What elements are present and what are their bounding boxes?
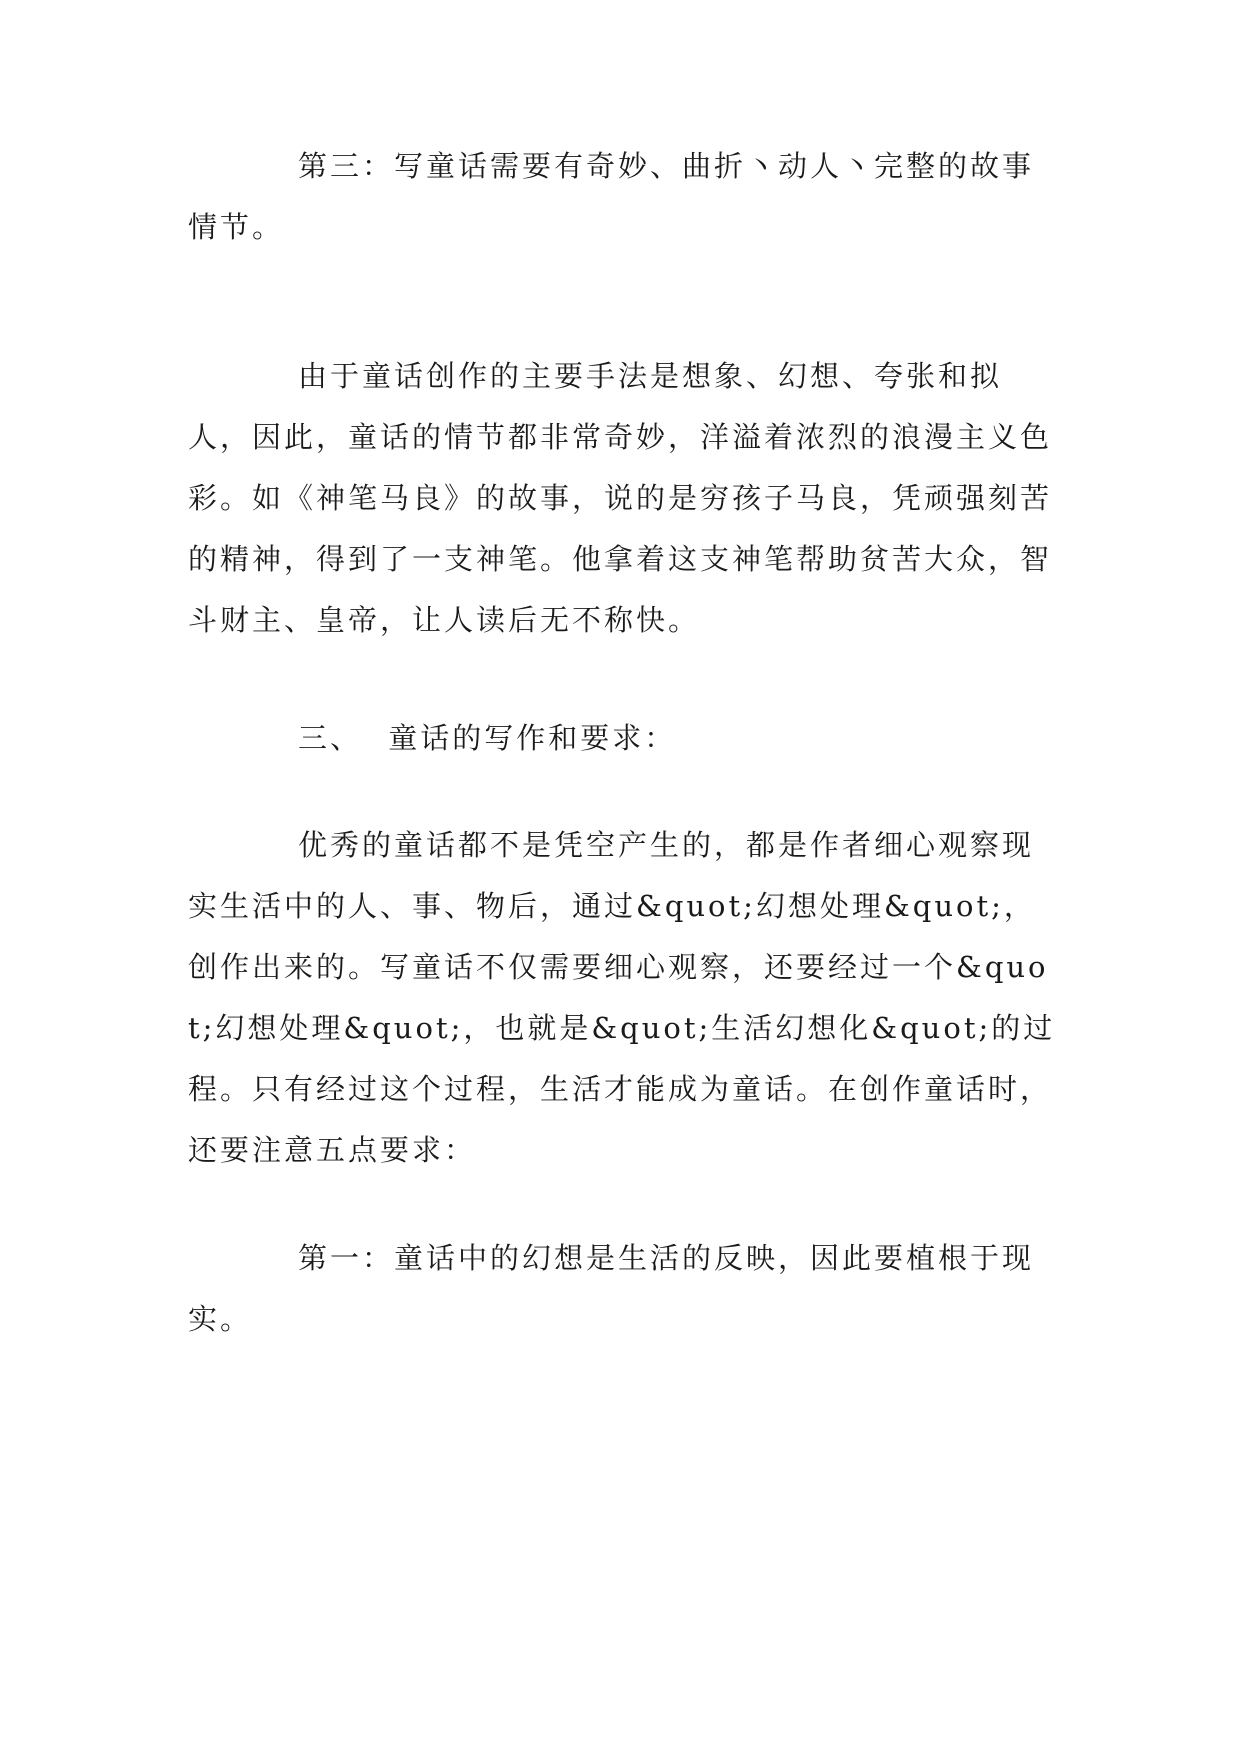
paragraph-third-point: 第三：写童话需要有奇妙、曲折丶动人丶完整的故事情节。 bbox=[188, 149, 1035, 244]
section-heading bbox=[298, 708, 676, 769]
section-heading-title: 童话的写作和要求： bbox=[388, 721, 677, 755]
paragraph-first-point: 第一：童话中的幻想是生活的反映，因此要植根于现实。 bbox=[188, 1241, 1035, 1336]
section-heading-number: 三、 bbox=[298, 721, 363, 755]
paragraph-writing-requirements: 优秀的童话都不是凭空产生的，都是作者细心观察现实生活中的人、事、物后，通过&quot;幻想处理&quot;，创作出来的。写童话不仅需要细心观察，还要经过一个&quot;幻想处理&quot;，也就是&quot;生活幻想化&quot;的过程。只有经过这个过程，生活才能成为童话。在创作童话时，还要注意五点要求： bbox=[188, 828, 1056, 1167]
paragraph-fairy-tale-technique: 由于童话创作的主要手法是想象、幻想、夸张和拟人，因此，童话的情节都非常奇妙，洋溢着浓烈的浪漫主义色彩。如《神笔马良》的故事，说的是穷孩子马良，凭顽强刻苦的精神，得到了一支神笔。他拿着这支神笔帮助贫苦大众，智斗财主、皇帝，让人读后无不称快。 bbox=[188, 359, 1053, 637]
